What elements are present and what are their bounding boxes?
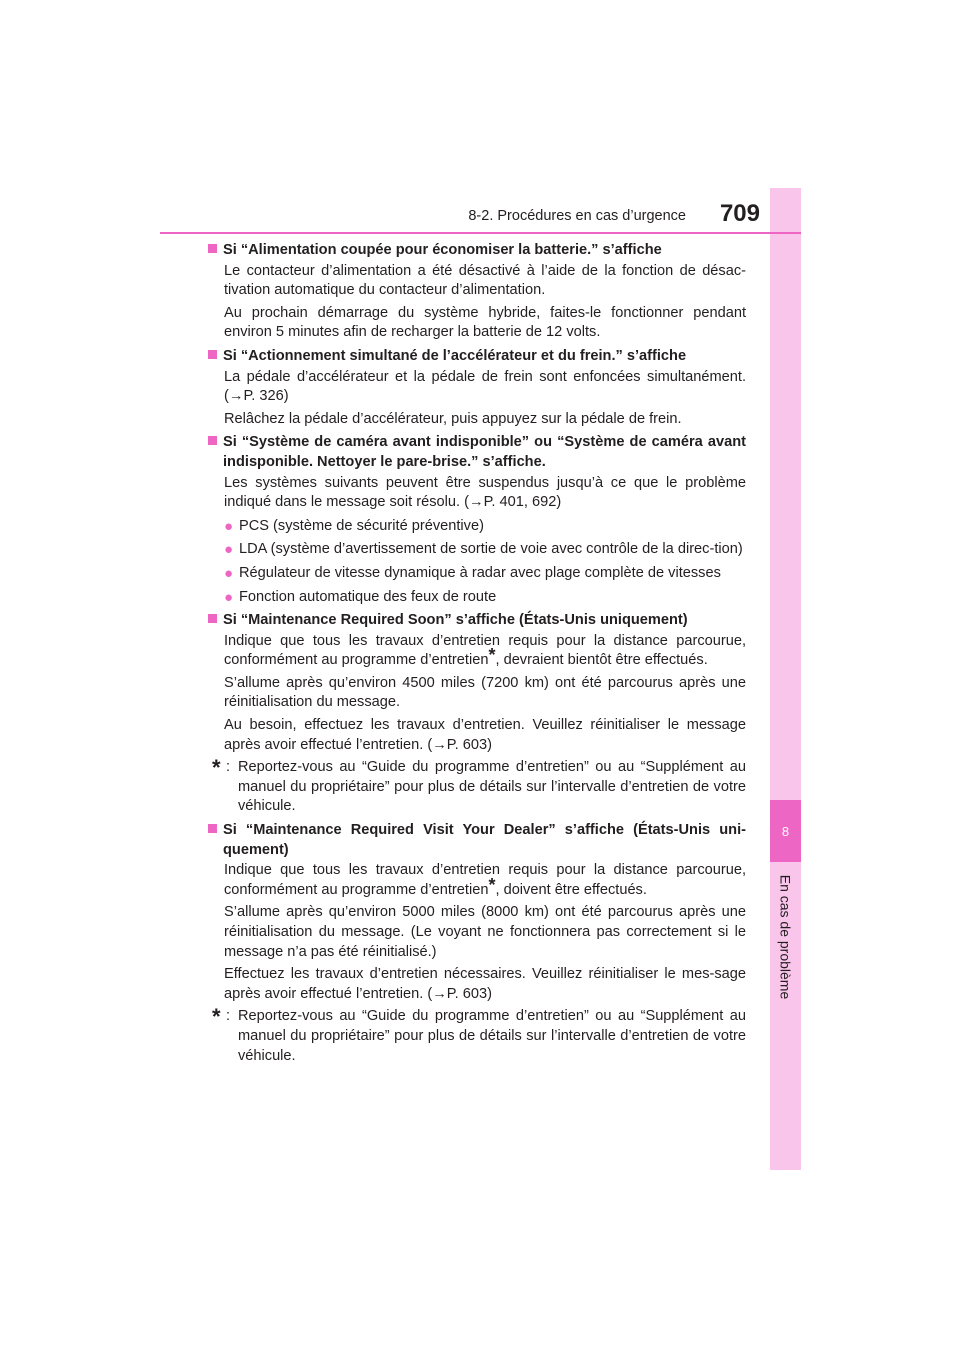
round-bullet-icon: ● (224, 564, 234, 582)
paragraph: S’allume après qu’environ 5000 miles (8000 km) ont été parcourus après une réinitialisation du message. (Le voyant ne fonctionnera pas correctement si le message n’a pas été réinitialisé.) (224, 904, 746, 960)
chapter-title: En cas de problème (777, 874, 794, 1000)
list-item: ● PCS (système de sécurité préventive) (224, 517, 484, 535)
heading-camera: Si “Système de caméra avant indisponible” ou “Système de caméra avant indisponible. Nettoyer le pare-brise.” s’affiche. (208, 433, 746, 472)
footnote-marker: * (488, 645, 496, 666)
square-bullet-icon (208, 821, 223, 860)
footnote-marker: * (488, 874, 496, 895)
paragraph: Indique que tous les travaux d’entretien requis pour la distance parcourue, conformément au programme d’entretien*, doivent être effectués. (224, 862, 746, 898)
chapter-number-tab[interactable] (770, 800, 801, 862)
heading-maintenance-dealer: Si “Maintenance Required Visit Your Dealer” s’affiche (États-Unis uni-quement) (208, 821, 746, 860)
square-bullet-icon (208, 611, 223, 631)
paragraph: Au besoin, effectuez les travaux d’entretien. Veuillez réinitialiser le message après avoir effectué l’entretien. (→P. 603) (224, 717, 746, 753)
chapter-number: 8 (781, 823, 790, 839)
list-item: ● LDA (système d’avertissement de sortie de voie avec contrôle de la direc-tion) (224, 541, 743, 559)
round-bullet-icon: ● (224, 541, 234, 559)
paragraph: Au prochain démarrage du système hybride, faites-le fonctionner pendant environ 5 minutes afin de recharger la batterie de 12 volts. (224, 304, 746, 341)
footnote: * : Reportez-vous au “Guide du programme d’entretien” ou au “Supplément au manuel du propriétaire” pour plus de détails sur l’intervalle d’entretien de votre véhicule. (212, 758, 746, 817)
chapter-title-tab[interactable] (770, 862, 801, 1012)
footnote-star: * (212, 1004, 221, 1030)
page-content (208, 241, 746, 1066)
section-title: 8-2. Procédures en cas d’urgence (468, 208, 686, 224)
paragraph: Effectuez les travaux d’entretien nécessaires. Veuillez réinitialiser le mes-sage après avoir effectué l’entretien. (→P. 603) (224, 966, 746, 1002)
heading-pedals: Si “Actionnement simultané de l’accélérateur et du frein.” s’affiche (208, 347, 746, 367)
paragraph: Relâchez la pédale d’accélérateur, puis appuyez sur la pédale de frein. (224, 410, 682, 427)
paragraph: La pédale d’accélérateur et la pédale de frein sont enfoncées simultanément. (→P. 326) (224, 368, 746, 405)
chapter-tab-strip (770, 188, 801, 1170)
square-bullet-icon (208, 433, 223, 472)
list-item: ● Régulateur de vitesse dynamique à radar avec plage complète de vitesses (224, 564, 721, 582)
square-bullet-icon (208, 241, 223, 261)
paragraph: Les systèmes suivants peuvent être suspendus jusqu’à ce que le problème indiqué dans le message soit résolu. (→P. 401, 692) (224, 474, 746, 511)
round-bullet-icon: ● (224, 588, 234, 606)
heading-battery: Si “Alimentation coupée pour économiser la batterie.” s’affiche (208, 241, 746, 261)
paragraph: S’allume après qu’environ 4500 miles (7200 km) ont été parcourus après une réinitialisation du message. (224, 674, 746, 711)
round-bullet-icon: ● (224, 517, 234, 535)
list-item: ● Fonction automatique des feux de route (224, 588, 497, 606)
heading-maintenance-soon: Si “Maintenance Required Soon” s’affiche (États-Unis uniquement) (208, 611, 746, 631)
footnote-star: * (212, 755, 221, 781)
paragraph: Indique que tous les travaux d’entretien requis pour la distance parcourue, conformément au programme d’entretien*, devraient bientôt être effectués. (224, 632, 746, 669)
footnote: * : Reportez-vous au “Guide du programme d’entretien” ou au “Supplément au manuel du propriétaire” pour plus de détails sur l’intervalle d’entretien de votre véhicule. (212, 1007, 746, 1066)
square-bullet-icon (208, 347, 223, 367)
page-number: 709 (719, 200, 760, 227)
paragraph: Le contacteur d’alimentation a été désactivé à l’aide de la fonction de désac-tivation automatique du contacteur d’alimentation. (224, 262, 746, 299)
header-divider (160, 232, 801, 234)
